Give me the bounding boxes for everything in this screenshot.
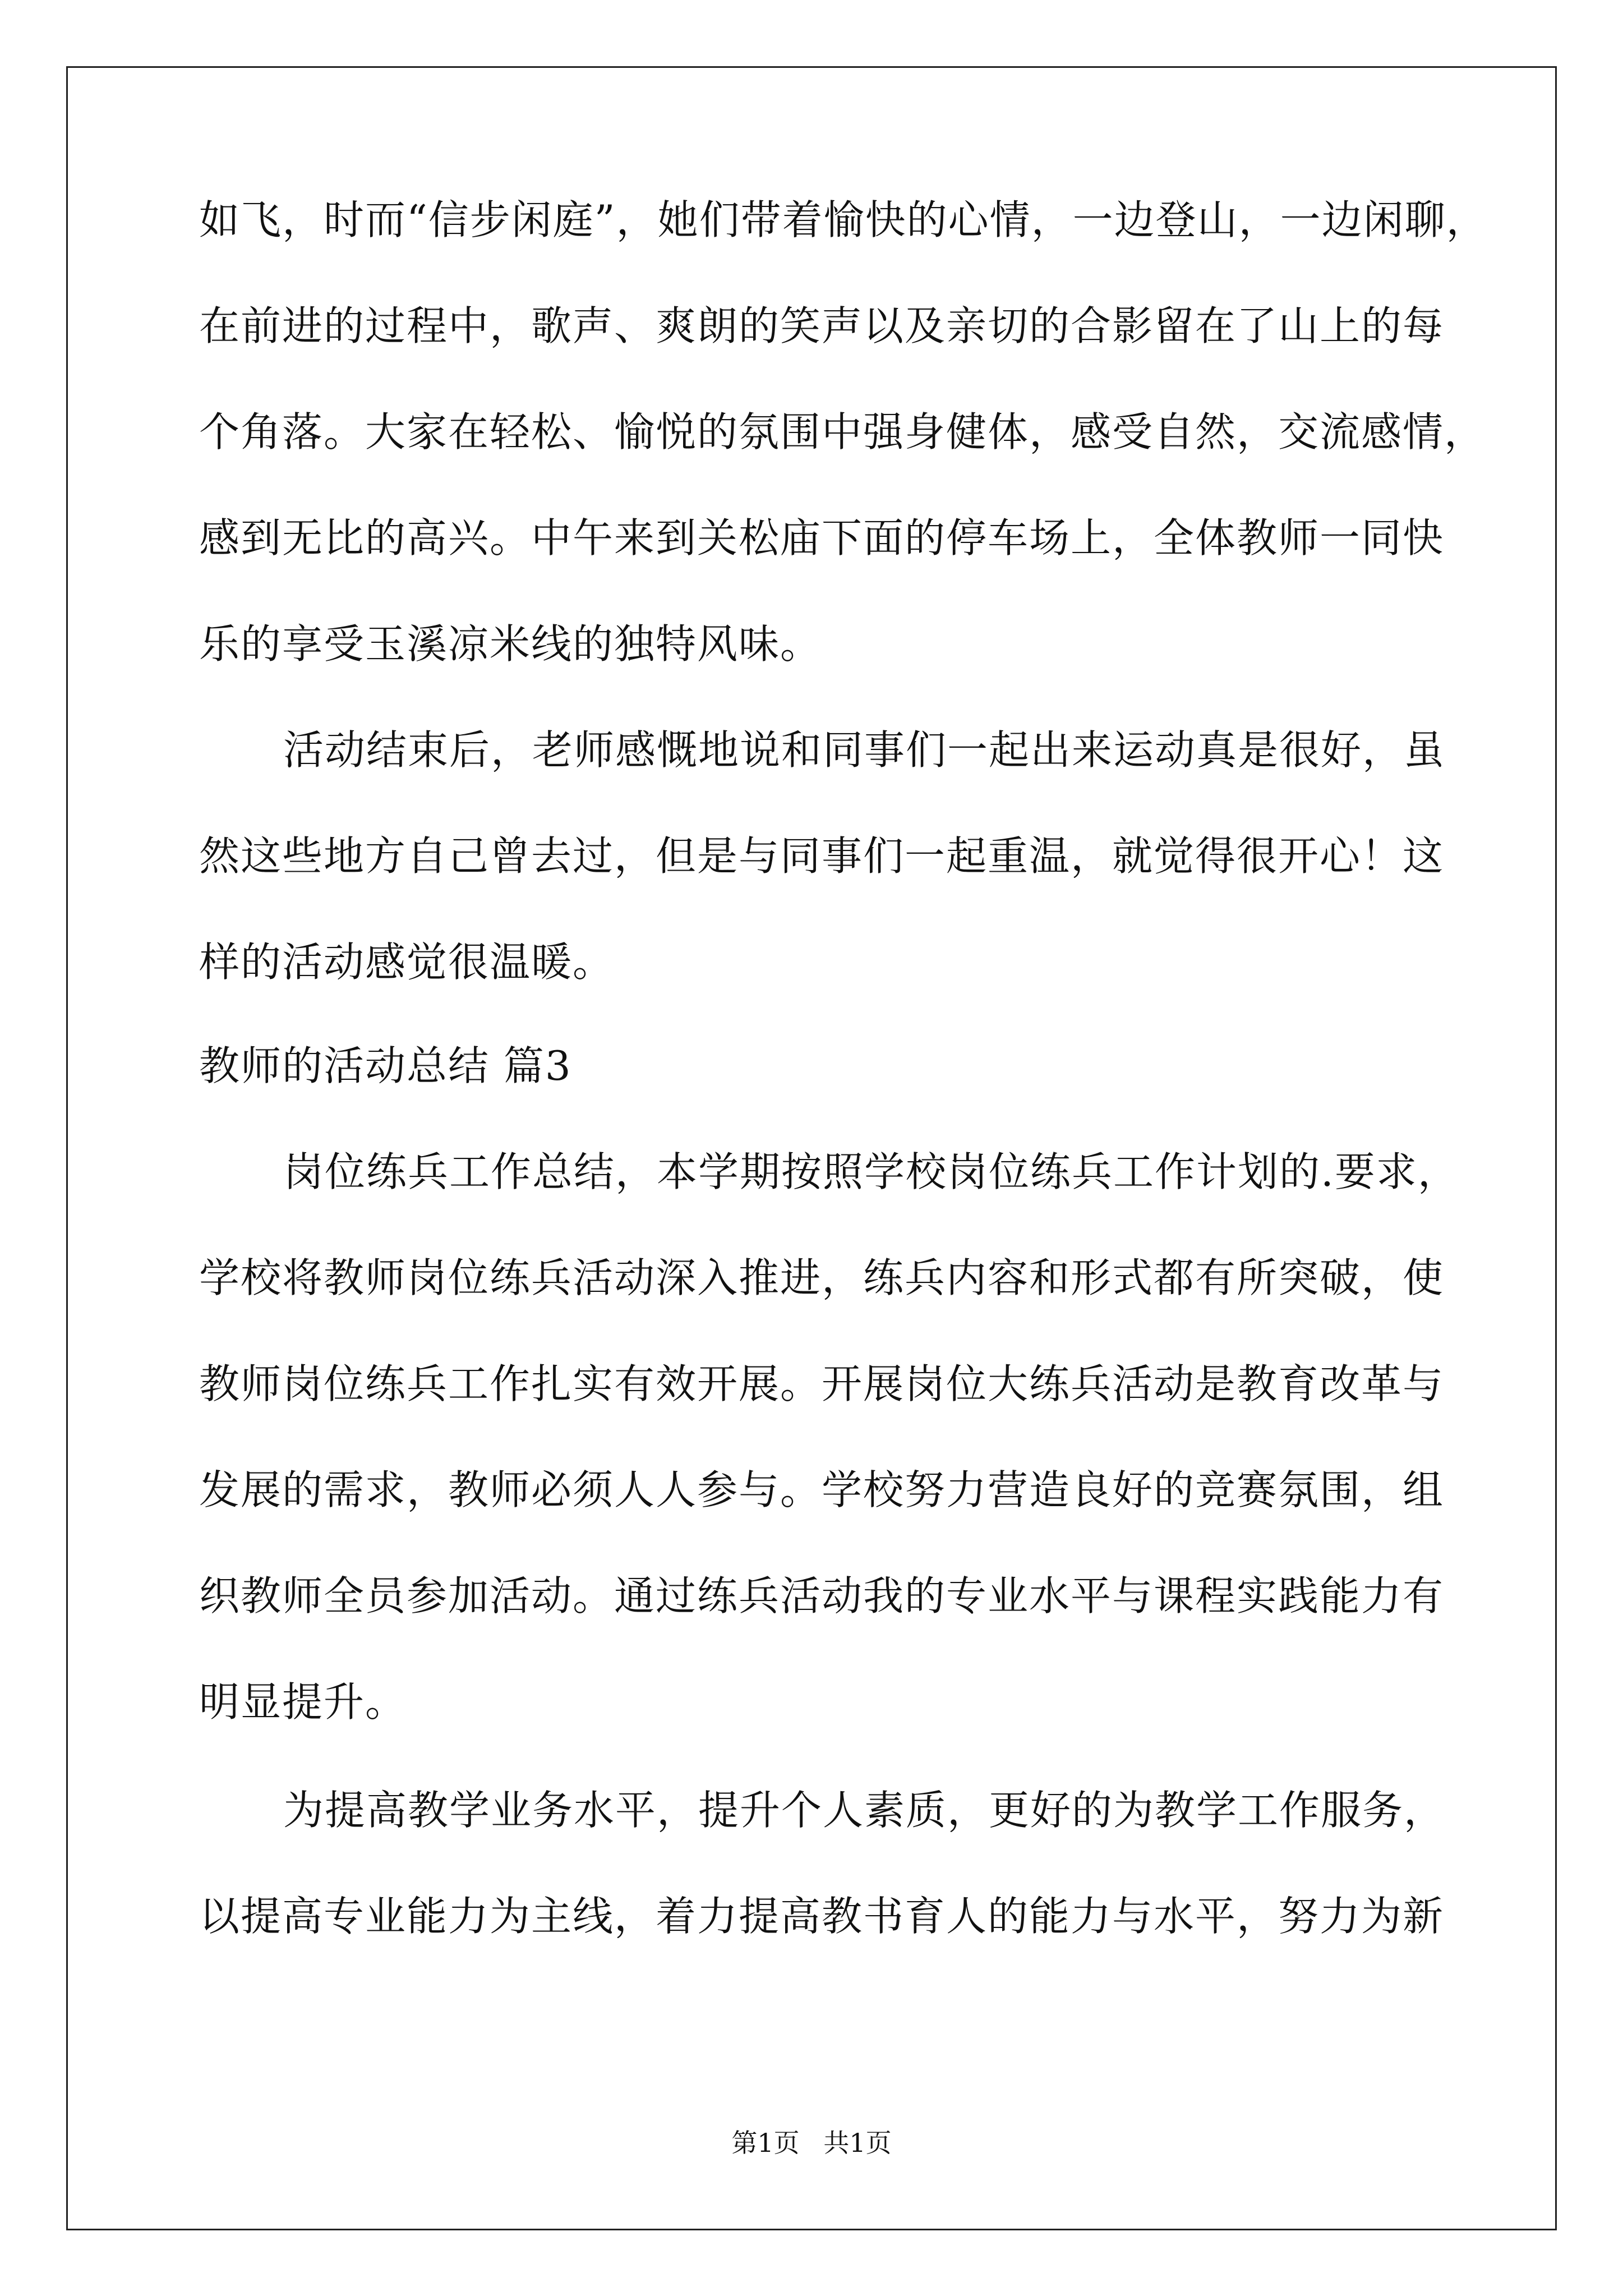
paragraph-4-line-1: 为提高教学业务水平，提升个人素质，更好的为教学工作服务， xyxy=(283,1787,1446,1834)
paragraph-3-line-3: 教师岗位练兵工作扎实有效开展。开展岗位大练兵活动是教育改革与 xyxy=(199,1360,1445,1407)
paragraph-1-line-1: 如飞，时而“信步闲庭”，她们带着愉快的心情，一边登山，一边闲聊， xyxy=(199,196,1488,243)
paragraph-2-line-3: 样的活动感觉很温暖。 xyxy=(199,938,615,986)
paragraph-1-line-4: 感到无比的高兴。中午来到关松庙下面的停车场上，全体教师一同快 xyxy=(199,514,1445,562)
paragraph-1-line-2: 在前进的过程中，歌声、爽朗的笑声以及亲切的合影留在了山上的每 xyxy=(199,302,1445,349)
section-heading: 教师的活动总结 篇3 xyxy=(199,1042,572,1089)
paragraph-3-line-6: 明显提升。 xyxy=(199,1678,407,1726)
page-number-total: 共1页 xyxy=(823,2128,892,2158)
paragraph-2-line-2: 然这些地方自己曾去过，但是与同事们一起重温，就觉得很开心！这 xyxy=(199,832,1445,880)
paragraph-3-line-2: 学校将教师岗位练兵活动深入推进，练兵内容和形式都有所突破，使 xyxy=(199,1254,1445,1301)
paragraph-4-line-2: 以提高专业能力为主线，着力提高教书育人的能力与水平，努力为新 xyxy=(199,1893,1445,1940)
paragraph-1-line-5: 乐的享受玉溪凉米线的独特风味。 xyxy=(199,620,822,668)
page-footer xyxy=(0,2126,1623,2160)
paragraph-2-line-1: 活动结束后，老师感慨地说和同事们一起出来运动真是很好，虽 xyxy=(283,726,1446,774)
paragraph-3-line-5: 织教师全员参加活动。通过练兵活动我的专业水平与课程实践能力有 xyxy=(199,1572,1445,1619)
page-number-current: 第1页 xyxy=(731,2128,800,2158)
paragraph-3-line-1: 岗位练兵工作总结，本学期按照学校岗位练兵工作计划的.要求， xyxy=(283,1148,1459,1195)
paragraph-3-line-4: 发展的需求，教师必须人人参与。学校努力营造良好的竞赛氛围，组 xyxy=(199,1466,1445,1513)
paragraph-1-line-3: 个角落。大家在轻松、愉悦的氛围中强身健体，感受自然，交流感情， xyxy=(199,408,1486,455)
